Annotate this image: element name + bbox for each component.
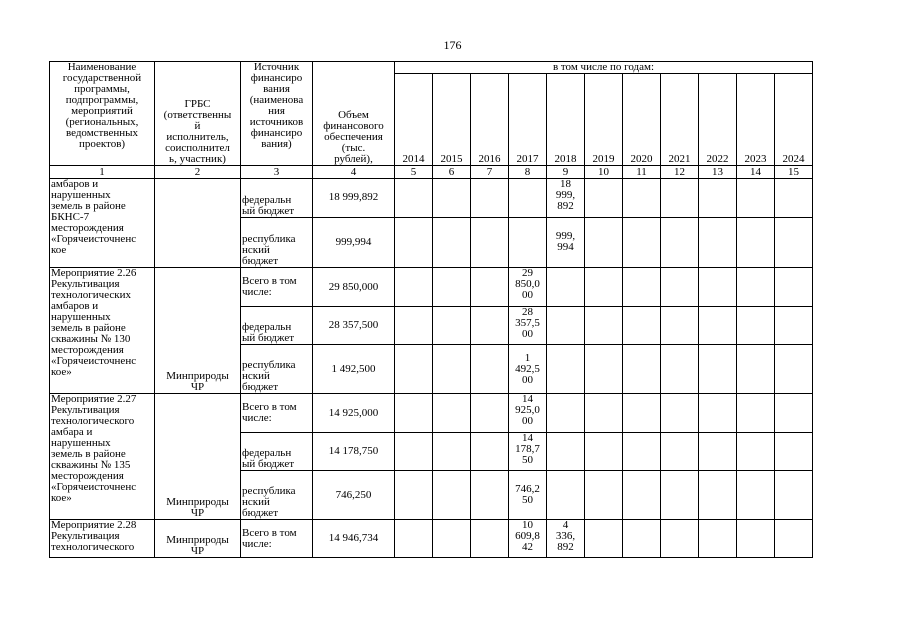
column-number: 11	[623, 166, 661, 179]
year-2018-cell	[547, 433, 585, 471]
year-2018-cell	[547, 471, 585, 520]
program-name: амбаров и нарушенных земель в районе БКНС-7 месторождения «Горячеисточненс кое	[50, 179, 155, 268]
total-cell: 29 850,000	[313, 268, 395, 307]
year-2018-cell: 18 999, 892	[547, 179, 585, 218]
column-number: 3	[241, 166, 313, 179]
column-number: 15	[775, 166, 813, 179]
source-cell: республика нский бюджет	[241, 345, 313, 394]
column-number: 5	[395, 166, 433, 179]
year-2018-cell	[547, 394, 585, 433]
total-cell: 999,994	[313, 217, 395, 267]
header-year: 2014	[395, 74, 433, 166]
source-cell: республика нский бюджет	[241, 471, 313, 520]
header-years-title: в том числе по годам:	[395, 62, 813, 74]
year-2017-cell: 746,2 50	[509, 471, 547, 520]
year-2018-cell	[547, 345, 585, 394]
table-row	[50, 394, 813, 433]
source-cell: федеральн ый бюджет	[241, 307, 313, 345]
table-row	[50, 520, 813, 558]
total-cell: 14 925,000	[313, 394, 395, 433]
year-2017-cell: 1 492,5 00	[509, 345, 547, 394]
program-name: Мероприятие 2.28 Рекультивация технологического	[50, 520, 155, 558]
header-year: 2016	[471, 74, 509, 166]
year-2017-cell: 14 925,0 00	[509, 394, 547, 433]
source-cell: федеральн ый бюджет	[241, 433, 313, 471]
header-year: 2015	[433, 74, 471, 166]
column-number: 13	[699, 166, 737, 179]
header-year: 2022	[699, 74, 737, 166]
total-cell: 14 946,734	[313, 520, 395, 558]
column-number: 9	[547, 166, 585, 179]
total-cell: 1 492,500	[313, 345, 395, 394]
column-number: 12	[661, 166, 699, 179]
column-number: 14	[737, 166, 775, 179]
total-cell: 746,250	[313, 471, 395, 520]
header-volume: Объем финансового обеспечения (тыс. рублей),	[313, 62, 395, 166]
header-grbs: ГРБС (ответственны й исполнитель, соисполнител ь, участник)	[155, 62, 241, 166]
year-2017-cell	[509, 179, 547, 218]
column-number: 6	[433, 166, 471, 179]
grbs-cell: Минприроды ЧР	[155, 394, 241, 520]
table-row	[50, 179, 813, 218]
column-number: 7	[471, 166, 509, 179]
program-name: Мероприятие 2.27 Рекультивация технологического амбара и нарушенных земель в районе скважины № 135 месторождения «Горячеисточненс кое»	[50, 394, 155, 520]
column-number: 4	[313, 166, 395, 179]
source-cell: федеральн ый бюджет	[241, 179, 313, 218]
financing-table	[49, 61, 813, 558]
source-cell: Всего в том числе:	[241, 394, 313, 433]
program-name: Мероприятие 2.26 Рекультивация технологических амбаров и нарушенных земель в районе скважины № 130 месторождения «Горячеисточненс кое»	[50, 268, 155, 394]
column-number: 1	[50, 166, 155, 179]
source-cell: республика нский бюджет	[241, 217, 313, 267]
header-year: 2019	[585, 74, 623, 166]
source-cell: Всего в том числе:	[241, 520, 313, 558]
column-number: 8	[509, 166, 547, 179]
source-cell: Всего в том числе:	[241, 268, 313, 307]
year-2018-cell	[547, 307, 585, 345]
header-year: 2018	[547, 74, 585, 166]
year-2017-cell: 29 850,0 00	[509, 268, 547, 307]
table-row	[50, 268, 813, 307]
header-year: 2023	[737, 74, 775, 166]
header-source: Источник финансиро вания (наименова ния источников финансиро вания)	[241, 62, 313, 166]
column-number: 2	[155, 166, 241, 179]
total-cell: 18 999,892	[313, 179, 395, 218]
total-cell: 14 178,750	[313, 433, 395, 471]
header-year: 2020	[623, 74, 661, 166]
header-program-name: Наименование государственной программы, подпрограммы, мероприятий (региональных, ведомственных проектов)	[50, 62, 155, 166]
column-number: 10	[585, 166, 623, 179]
column-numbers-row	[50, 166, 813, 179]
year-2017-cell: 14 178,7 50	[509, 433, 547, 471]
year-2017-cell: 10 609,8 42	[509, 520, 547, 558]
header-year: 2021	[661, 74, 699, 166]
year-2018-cell	[547, 268, 585, 307]
header-year: 2024	[775, 74, 813, 166]
year-2018-cell: 999, 994	[547, 217, 585, 267]
header-year: 2017	[509, 74, 547, 166]
year-2018-cell: 4 336, 892	[547, 520, 585, 558]
page-number: 176	[443, 38, 462, 52]
total-cell: 28 357,500	[313, 307, 395, 345]
grbs-cell: Минприроды ЧР	[155, 520, 241, 558]
year-2017-cell: 28 357,5 00	[509, 307, 547, 345]
grbs-cell: Минприроды ЧР	[155, 268, 241, 394]
year-2017-cell	[509, 217, 547, 267]
grbs-cell	[155, 179, 241, 268]
header-row	[50, 62, 813, 74]
